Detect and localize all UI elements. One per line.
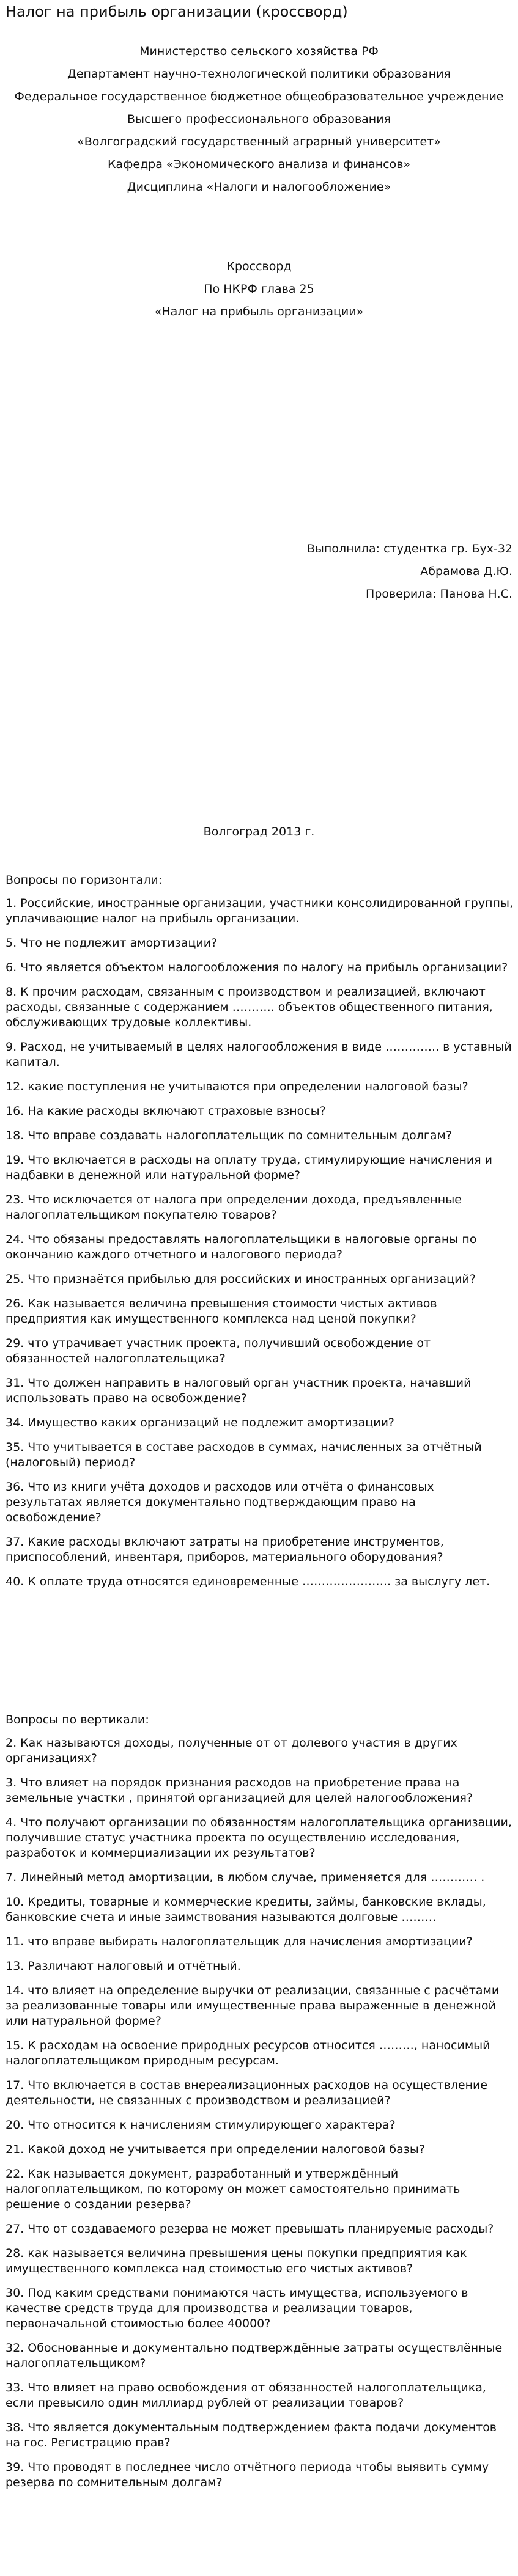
question-item: 24. Что обязаны предоставлять налогоплательщики в налоговые органы по окончанию каждого отчетного и налогового периода?	[6, 1233, 477, 1261]
question-item: 10. Кредиты, товарные и коммерческие кредиты, займы, банковские вклады, банковские счета и иные заимствования называются долговые ………	[6, 1895, 486, 1924]
author-line: Проверила: Панова Н.С.	[366, 587, 512, 601]
question-item: 2. Как называются доходы, полученные от от долевого участия в других организациях?	[6, 1736, 457, 1765]
question-item: 30. Под каким средствами понимаются часть имущества, используемого в качестве средств труда для производства и реализации товаров, первоначальной стоимостью более 40000?	[6, 2286, 468, 2330]
question-item: 19. Что включается в расходы на оплату труда, стимулирующие начисления и надбавки в денежной или натуральной форме?	[6, 1153, 493, 1182]
question-item: 18. Что вправе создавать налогоплательщик по сомнительным долгам?	[6, 1129, 452, 1142]
author-block	[307, 538, 512, 606]
question-item: 27. Что от создаваемого резерва не может превышать планируемые расходы?	[6, 2222, 494, 2236]
work-title-line: «Налог на прибыль организации»	[154, 305, 364, 318]
document-title: Налог на прибыль организации (кроссворд)	[6, 3, 348, 20]
question-item: 39. Что проводят в последнее число отчётного периода чтобы выявить сумму резерва по сомнительным долгам?	[6, 2460, 489, 2489]
question-item: 14. что влияет на определение выручки от реализации, связанные с расчётами за реализованные товары или имущественные права выраженные в денежной или натуральной форме?	[6, 1984, 500, 2028]
vertical-questions	[6, 1736, 513, 2500]
question-item: 35. Что учитывается в составе расходов в суммах, начисленных за отчётный (налоговый) период?	[6, 1440, 482, 1469]
question-item: 22. Как называется документ, разработанный и утверждённый налогоплательщиком, по которому он может самостоятельно принимать решение о создании резерва?	[6, 2167, 461, 2211]
question-item: 29. что утрачивает участник проекта, получивший освобождение от обязанностей налогоплательщика?	[6, 1337, 431, 1365]
question-item: 28. как называется величина превышения цены покупки предприятия как имущественного комплекса над стоимостью его чистых активов?	[6, 2247, 467, 2275]
question-item: 1. Российские, иностранные организации, участники консолидированной группы, уплачивающие налог на прибыль организации.	[6, 897, 513, 925]
question-item: 8. К прочим расходам, связанным с производством и реализацией, включают расходы, связанные с содержанием ……….. объектов общественного питания, обслуживающих трудовые коллективы.	[6, 985, 493, 1029]
question-item: 26. Как называется величина превышения стоимости чистых активов предприятия как имущественного комплекса над ценой покупки?	[6, 1297, 437, 1326]
question-item: 20. Что относится к начислениям стимулирующего характера?	[6, 2118, 396, 2132]
work-title-line: Кроссворд	[226, 260, 292, 273]
question-item: 9. Расход, не учитываемый в целях налогообложения в виде ………….. в уставный капитал.	[6, 1040, 512, 1069]
work-title-line: По НКРФ глава 25	[204, 282, 314, 296]
institution-header	[0, 40, 518, 199]
question-item: 37. Какие расходы включают затраты на приобретение инструментов, приспособлений, инвентаря, приборов, материального оборудования?	[6, 1535, 444, 1564]
question-item: 16. На какие расходы включают страховые взносы?	[6, 1104, 326, 1118]
question-item: 32. Обоснованные и документально подтверждённые затраты осуществлённые налогоплательщиком?	[6, 2341, 503, 2370]
question-item: 23. Что исключается от налога при определении дохода, предъявленные налогоплательщиком покупателю товаров?	[6, 1193, 462, 1222]
header-line: Кафедра «Экономического анализа и финансов»	[107, 158, 411, 171]
city-year-text: Волгоград 2013 г.	[203, 825, 315, 838]
question-item: 7. Линейный метод амортизации, в любом случае, применяется для ………… .	[6, 1871, 485, 1884]
question-item: 5. Что не подлежит амортизации?	[6, 936, 218, 950]
question-item: 34. Имущество каких организаций не подлежит амортизации?	[6, 1416, 395, 1429]
header-line: Дисциплина «Налоги и налогообложение»	[127, 180, 391, 194]
question-item: 3. Что влияет на порядок признания расходов на приобретение права на земельные участки , принятой организацией для целей налогообложения?	[6, 1776, 473, 1805]
header-line: Федеральное государственное бюджетное общеобразовательное учреждение	[14, 90, 504, 103]
header-line: Министерство сельского хозяйства РФ	[139, 45, 379, 58]
city-year	[0, 821, 518, 843]
author-line: Выполнила: студентка гр. Бух-32	[306, 542, 512, 556]
question-item: 4. Что получают организации по обязанностям налогоплательщика организации, получившие статус участника проекта по осуществлению исследования, разработок и коммерциализации их результатов?	[6, 1816, 512, 1860]
question-item: 36. Что из книги учёта доходов и расходов или отчёта о финансовых результатах является документально подтверждающим право на освобождение?	[6, 1480, 434, 1524]
vertical-heading: Вопросы по вертикали:	[6, 1713, 149, 1727]
question-item: 21. Какой доход не учитывается при определении налоговой базы?	[6, 2143, 425, 2156]
question-item: 15. К расходам на освоение природных ресурсов относится ………, наносимый налогоплательщиком природным ресурсам.	[6, 2039, 490, 2068]
question-item: 31. Что должен направить в налоговый орган участник проекта, начавший использовать право на освобождение?	[6, 1376, 472, 1405]
question-item: 25. Что признаётся прибылью для российских и иностранных организаций?	[6, 1272, 476, 1286]
question-item: 40. К оплате труда относятся единовременные ………………….. за выслугу лет.	[6, 1575, 490, 1588]
header-line: Департамент научно-технологической политики образования	[67, 67, 451, 81]
question-item: 11. что вправе выбирать налогоплательщик для начисления амортизации?	[6, 1935, 473, 1948]
header-line: Высшего профессионального образования	[127, 112, 391, 126]
question-item: 12. какие поступления не учитываются при определении налоговой базы?	[6, 1080, 468, 1093]
question-item: 33. Что влияет на право освобождения от обязанностей налогоплательщика, если превысило один миллиард рублей от реализации товаров?	[6, 2381, 486, 2410]
question-item: 13. Различают налоговый и отчётный.	[6, 1959, 241, 1973]
question-item: 6. Что является объектом налогообложения по налогу на прибыль организации?	[6, 961, 508, 974]
question-item: 38. Что является документальным подтверждением факта подачи документов на гос. Регистрацию прав?	[6, 2421, 497, 2449]
question-item: 17. Что включается в состав внереализационных расходов на осуществление деятельности, не связанных с производством и реализацией?	[6, 2079, 488, 2107]
horizontal-heading: Вопросы по горизонтали:	[6, 873, 163, 887]
header-line: «Волгоградский государственный аграрный университет»	[77, 135, 441, 149]
work-title-block	[0, 255, 518, 323]
horizontal-questions	[6, 896, 513, 1599]
author-line: Абрамова Д.Ю.	[420, 565, 512, 578]
